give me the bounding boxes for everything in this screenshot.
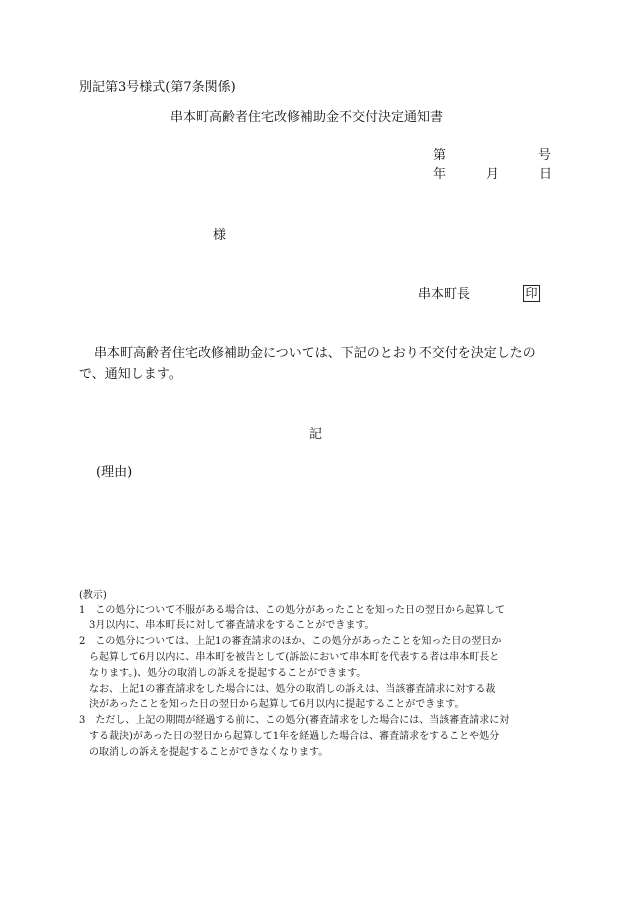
number-dai: 第 — [433, 148, 447, 163]
sender-name: 串本町長 — [418, 287, 471, 302]
date-year: 年 — [433, 167, 447, 182]
notice-item-3-line-3: の取消しの訴えを提起することができなくなります。 — [89, 747, 329, 758]
notice-item-3-line-2: する裁決)があった日の翌日から起算して1年を経過した場合は、審査請求をすることや処分 — [89, 731, 500, 742]
body-line-1: 串本町高齢者住宅改修補助金については、下記のとおり不交付を決定したの — [94, 346, 536, 361]
form-label: 別記第3号様式(第7条関係) — [79, 80, 236, 95]
notice-item-2-line-1: 2 この処分については、上記1の審査請求のほか、この処分があったことを知った日の翌日か — [79, 636, 502, 647]
notice-item-2-line-4: なお、上記1の審査請求をした場合には、処分の取消しの訴えは、当該審査請求に対する裁 — [89, 684, 496, 695]
reason-label: (理由) — [96, 465, 133, 480]
notice-item-2-line-3: なります。)、処分の取消しの訴えを提起することができます。 — [89, 668, 367, 679]
notice-item-2-line-2: ら起算して6月以内に、串本町を被告として(訴訟において串本町を代表する者は串本町長と — [89, 652, 500, 663]
notice-item-2-line-5: 決があったことを知った日の翌日から起算して6月以内に提起することができます。 — [89, 699, 465, 710]
notice-heading: (教示) — [79, 590, 107, 601]
date-day: 日 — [539, 167, 553, 182]
notice-item-1-line-1: 1 この処分について不服がある場合は、この処分があったことを知った日の翌日から起算して — [79, 605, 506, 616]
document-title: 串本町高齢者住宅改修補助金不交付決定通知書 — [170, 110, 444, 125]
seal-stamp: 印 — [523, 285, 540, 302]
notice-item-1-line-2: 3月以内に、串本町長に対して審査請求をすることができます。 — [89, 620, 375, 631]
date-month: 月 — [486, 167, 500, 182]
notice-item-3-line-1: 3 ただし、上記の期間が経過する前に、この処分(審査請求をした場合には、当該審査請求に対 — [79, 715, 510, 726]
addressee-sama: 様 — [213, 228, 227, 243]
body-line-2: で、通知します。 — [79, 367, 182, 382]
ki-heading: 記 — [309, 427, 323, 442]
number-go: 号 — [538, 148, 552, 163]
